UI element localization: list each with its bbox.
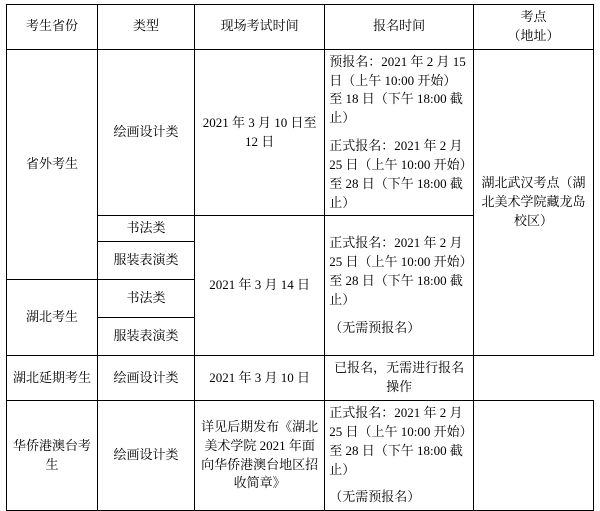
cell-signup-already-registered: 已报名，无需进行报名操作 bbox=[325, 356, 474, 401]
cell-province-overseas: 华侨港澳台考生 bbox=[7, 400, 98, 510]
cell-signup-overseas bbox=[325, 400, 474, 510]
cell-type-painting-design: 绘画设计类 bbox=[97, 49, 194, 216]
cell-signup-outside-painting bbox=[325, 49, 474, 216]
exam-schedule-sheet bbox=[0, 4, 600, 505]
table-row bbox=[7, 356, 594, 401]
cell-exam-site-overseas bbox=[474, 400, 594, 510]
cell-type-painting-design-overseas: 绘画设计类 bbox=[97, 400, 194, 510]
cell-exam-time-overseas: 详见后期发布《湖北美术学院 2021 年面向华侨港澳台地区招收简章》 bbox=[195, 400, 325, 510]
signup-no-pre-registration-note: （无需预报名） bbox=[329, 319, 421, 335]
cell-type-calligraphy-hubei: 书法类 bbox=[97, 280, 194, 318]
cell-type-calligraphy-outside: 书法类 bbox=[97, 216, 194, 242]
cell-type-fashion-show-outside: 服装表演类 bbox=[97, 242, 194, 280]
header-exam-site-line2: （地址） bbox=[507, 27, 560, 43]
signup-pre-registration: 预报名：2021 年 2 月 15 日（上午 10:00 开始）至 18 日（下午 18:00 截止） bbox=[329, 53, 466, 126]
table-row bbox=[7, 49, 594, 216]
header-signup-time: 报名时间 bbox=[325, 5, 474, 50]
header-exam-time: 现场考试时间 bbox=[195, 5, 325, 50]
cell-exam-time-mar10: 2021 年 3 月 10 日 bbox=[195, 356, 325, 401]
cell-province-outside: 省外考生 bbox=[7, 49, 98, 280]
cell-type-painting-design-deferred: 绘画设计类 bbox=[97, 356, 194, 401]
header-type: 类型 bbox=[97, 5, 194, 50]
table-header-row bbox=[7, 5, 594, 50]
cell-province-hubei-deferred: 湖北延期考生 bbox=[7, 356, 98, 401]
cell-type-fashion-show-hubei: 服装表演类 bbox=[97, 318, 194, 356]
header-exam-site bbox=[474, 5, 594, 50]
signup-formal-registration: 正式报名：2021 年 2 月 25 日（上午 10:00 开始）至 28 日（下午 18:00 截止） bbox=[329, 138, 467, 210]
cell-exam-site: 湖北武汉考点（湖北美术学院藏龙岛校区） bbox=[474, 49, 594, 356]
cell-exam-time-mar10-12: 2021 年 3 月 10 日至 12 日 bbox=[195, 49, 325, 216]
header-province: 考生省份 bbox=[7, 5, 98, 50]
table-body bbox=[7, 49, 594, 511]
signup-formal-registration: 正式报名：2021 年 2 月 25 日（上午 10:00 开始）至 28 日（下午 18:00 截止） bbox=[329, 404, 467, 477]
table-row bbox=[7, 400, 594, 510]
header-exam-site-line1: 考点 bbox=[520, 9, 547, 24]
cell-exam-time-mar14: 2021 年 3 月 14 日 bbox=[195, 216, 325, 356]
signup-formal-registration: 正式报名：2021 年 2 月 25 日（上午 10:00 开始）至 28 日（下午 18:00 截止） bbox=[329, 235, 467, 307]
cell-province-hubei: 湖北考生 bbox=[7, 280, 98, 356]
exam-schedule-table bbox=[6, 4, 594, 511]
signup-no-pre-registration-note: （无需预报名） bbox=[329, 489, 421, 505]
table-header bbox=[7, 5, 594, 50]
cell-signup-formal-no-pre bbox=[325, 216, 474, 356]
